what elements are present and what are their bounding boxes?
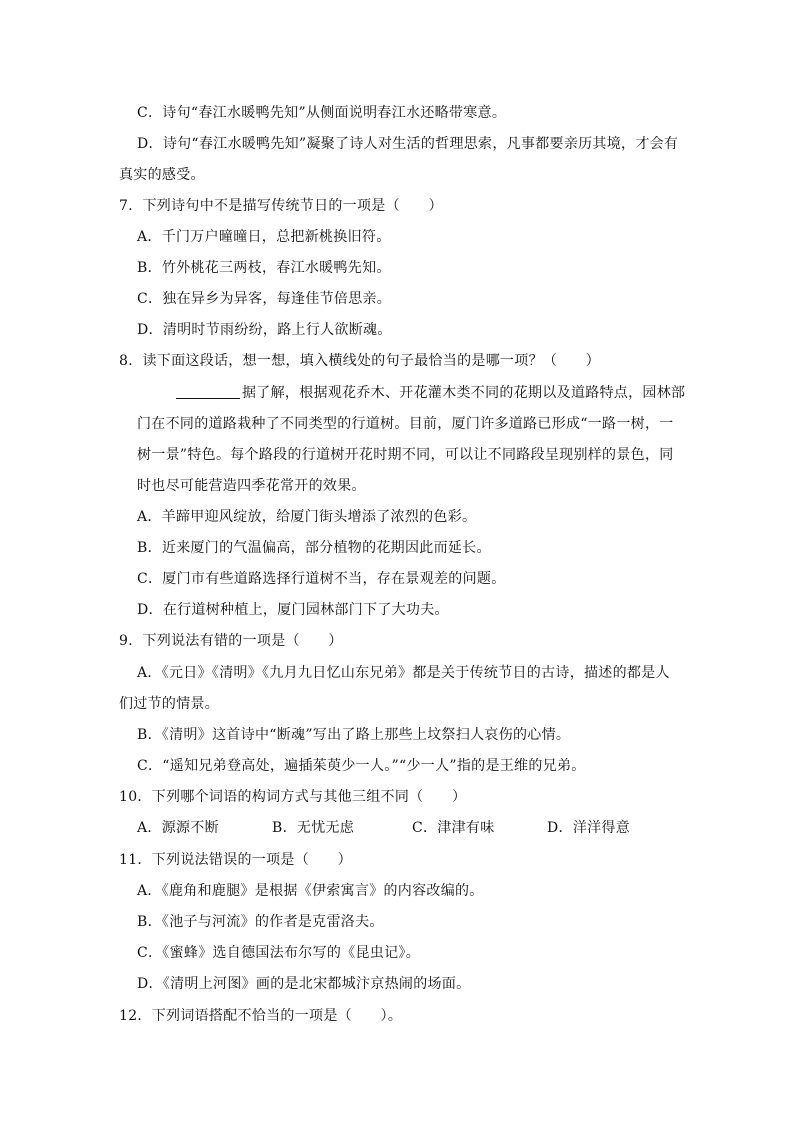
q9-option-a-line1: A．《元日》《清明》《九月九日忆山东兄弟》都是关于传统节日的古诗，描述的都是人 <box>137 665 670 681</box>
q8-option-a: A．羊蹄甲迎风绽放，给厦门街头增添了浓烈的色彩。 <box>137 509 477 525</box>
q11-option-d: D．《清明上河图》画的是北宋都城汴京热闹的场面。 <box>137 976 471 992</box>
q7-option-b: B．竹外桃花三两枝，春江水暖鸭先知。 <box>137 260 391 276</box>
q6-option-d-line2: 真实的感受。 <box>119 167 205 183</box>
q11-option-b: B．《池子与河流》的作者是克雷洛夫。 <box>137 914 384 930</box>
q8-passage-line3: 树一景”特色。每个路段的行道树开花时期不同，可以让不同路段呈现别样的景色，同 <box>137 447 674 463</box>
q8-passage-line1 <box>176 383 685 403</box>
q7-option-c: C．独在异乡为异客，每逢佳节倍思亲。 <box>137 291 392 307</box>
q7-option-a: A．千门万户曈曈日，总把新桃换旧符。 <box>137 229 391 245</box>
q7-option-d: D．清明时节雨纷纷，路上行人欲断魂。 <box>137 322 392 338</box>
q10-option-b: B．无忧无虑 <box>272 820 355 836</box>
q8-passage-text: 据了解，根据观花乔木、开花灌木类不同的花期以及道路特点，园林部 <box>242 385 686 401</box>
q10-option-a: A．源源不断 <box>137 820 219 836</box>
fill-in-blank <box>176 384 240 399</box>
question-9: 9．下列说法有错的一项是（ ） <box>119 633 343 649</box>
question-11: 11．下列说法错误的一项是（ ） <box>119 852 352 868</box>
q11-option-c: C．《蜜蜂》选自德国法布尔写的《昆虫记》。 <box>137 945 421 961</box>
q11-option-a: A．《鹿角和鹿腿》是根据《伊索寓言》的内容改编的。 <box>137 883 484 899</box>
q8-option-d: D．在行道树种植上，厦门园林部门下了大功夫。 <box>137 602 449 618</box>
question-12: 12．下列词语搭配不恰当的一项是（ ）。 <box>119 1008 403 1024</box>
q8-option-c: C．厦门市有些道路选择行道树不当，存在景观差的问题。 <box>137 571 506 587</box>
q6-option-d-line1: D．诗句“春江水暖鸭先知”凝聚了诗人对生活的哲理思索，凡事都要亲历其境，才会有 <box>137 136 679 152</box>
question-7: 7．下列诗句中不是描写传统节日的一项是（ ） <box>119 198 443 214</box>
question-10: 10．下列哪个词语的构词方式与其他三组不同（ ） <box>119 789 467 805</box>
q10-option-d: D．洋洋得意 <box>547 820 631 836</box>
q6-option-c: C．诗句“春江水暖鸭先知”从侧面说明春江水还略带寒意。 <box>137 105 507 121</box>
q9-option-a-line2: 们过节的情景。 <box>119 696 220 712</box>
q8-passage-line2: 门在不同的道路栽种了不同类型的行道树。目前，厦门许多道路已形成“一路一树，一 <box>137 416 674 432</box>
question-8: 8．读下面这段话，想一想，填入横线处的句子最恰当的是哪一项？（ ） <box>119 353 601 369</box>
q9-option-b: B．《清明》这首诗中“断魂”写出了路上那些上坟祭扫人哀伤的心情。 <box>137 727 571 743</box>
q8-option-b: B．近来厦门的气温偏高，部分植物的花期因此而延长。 <box>137 540 491 556</box>
q10-option-c: C．津津有味 <box>412 820 495 836</box>
q9-option-c: C．“遥知兄弟登高处，遍插茱萸少一人。”“少一人”指的是王维的兄弟。 <box>137 758 586 774</box>
q8-passage-line4: 时也尽可能营造四季花常开的效果。 <box>137 478 366 494</box>
